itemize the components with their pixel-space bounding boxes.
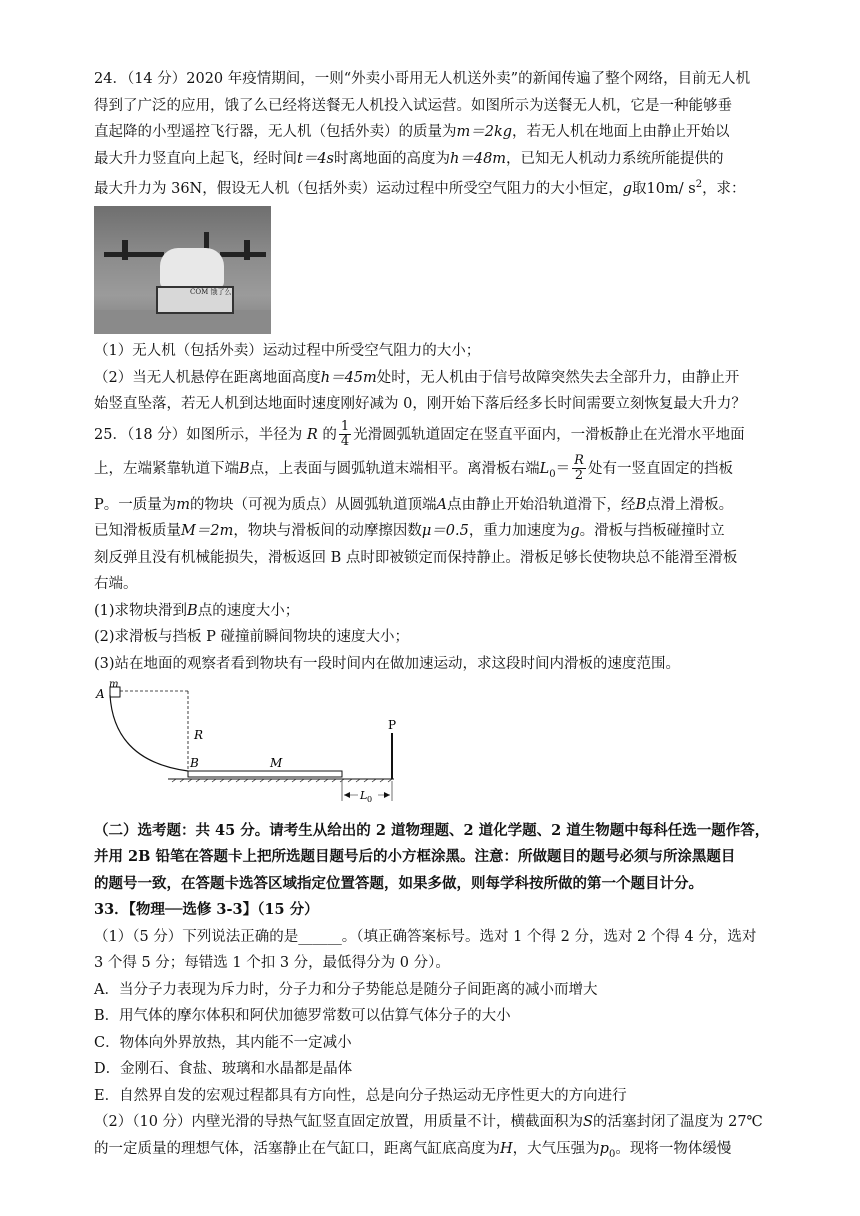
quarter-arc <box>110 695 188 771</box>
elective-instructions: 的题号一致，在答题卡选答区域指定位置答题，如果多做，则每学科按所做的第一个题目计分。 <box>94 874 703 892</box>
label-r: R <box>194 728 204 743</box>
label-m: m <box>109 681 119 691</box>
label-l-sub: 0 <box>367 795 373 805</box>
q25-line: 已知滑板质量M＝2m，物块与滑板间的动摩擦因数μ＝0.5，重力加速度为g。滑板与挡板碰撞时立 <box>94 523 725 540</box>
q25-line: 上，左端紧靠轨道下端B点，上表面与圆弧轨道末端相平。离滑板右端$L_0=$ $\frac{R}{2}$ 处有一竖直固定的挡板 <box>94 453 733 484</box>
q24-sub2: （2）当无人机悬停在距离地面高度h＝45m处时，无人机由于信号故障突然失去全部升力，由静止开 <box>94 369 740 386</box>
q33-part2: 的一定质量的理想气体，活塞静止在气缸口，距离气缸底高度为H，大气压强为$p_0$。现将一物体缓慢 <box>94 1140 732 1160</box>
q33-title: 33．【物理──选修 3-3】（15 分） <box>94 901 319 919</box>
q33-part2: （2）（10 分）内壁光滑的导热气缸竖直固定放置，用质量不计，横截面积为S的活塞封闭了温度为 27℃ <box>94 1114 763 1131</box>
exam-page <box>94 66 770 1168</box>
q24-line: 最大升力为 36N，假设无人机（包括外卖）运动过程中所受空气阻力的大小恒定，g取10m/ $s^2$，求： <box>94 179 746 197</box>
q33-option-a: A．当分子力表现为斥力时，分子力和分子势能总是随分子间距离的减小而增大 <box>94 981 598 998</box>
drone-photo-label: COM 饿了么 <box>190 288 232 297</box>
q24-sub1: （1）无人机（包括外卖）运动过程中所受空气阻力的大小； <box>94 343 481 360</box>
drone-photo <box>94 206 271 334</box>
elective-instructions: 并用 2B 铅笔在答题卡上把所选题目题号后的小方框涂黑。注意：所做题目的题号必须与所涂黑题目 <box>94 848 736 866</box>
q24-line: 直起降的小型遥控飞行器，无人机（包括外卖）的质量为m＝2kg，若无人机在地面上由静止开始以 <box>94 124 730 140</box>
q33-part1: 3 个得 5 分；每错选 1 个扣 3 分，最低得分为 0 分）。 <box>94 955 450 972</box>
track-diagram <box>94 681 414 806</box>
label-p: P <box>388 718 397 733</box>
q33-option-d: D．金刚石、食盐、玻璃和水晶都是晶体 <box>94 1061 353 1078</box>
q25-line: 刻反弹且没有机械能损失，滑板返回 B 点时即被锁定而保持静止。滑板足够长使物块总不能滑至滑板 <box>94 549 738 566</box>
label-l: L <box>360 789 368 803</box>
q25-line: 25．（18 分）如图所示，半径为 R 的 $\frac{1}{4}$ 光滑圆弧轨道固定在竖直平面内，一滑板静止在光滑水平地面 <box>94 419 745 450</box>
q24-line: 最大升力竖直向上起飞，经时间t＝4s时离地面的高度为h＝48m，已知无人机动力系统所能提供的 <box>94 150 724 167</box>
q33-option-b: B．用气体的摩尔体积和阿伏加德罗常数可以估算气体分子的大小 <box>94 1008 511 1025</box>
fraction-quarter: $\frac{1}{4}$ <box>340 419 350 450</box>
q33-option-e: E．自然界自发的宏观过程都具有方向性，总是向分子热运动无序性更大的方向进行 <box>94 1087 627 1104</box>
q25-line: 右端。 <box>94 576 138 593</box>
q25-line: P。一质量为m的物块（可视为质点）从圆弧轨道顶端A点由静止开始沿轨道滑下，经B点滑上滑板。 <box>94 496 734 513</box>
q25-sub1: (1)求物块滑到B点的速度大小； <box>94 602 300 619</box>
elective-instructions: （二）选考题：共 45 分。请考生从给出的 2 道物理题、2 道化学题、2 道生物题中每科任选一题作答， <box>94 821 770 839</box>
q33-part1: （1）（5 分）下列说法正确的是______。（填正确答案标号。选对 1 个得 2 分，选对 2 个得 4 分，选对 <box>94 928 757 945</box>
fraction-r-half: $\frac{R}{2}$ <box>574 453 584 484</box>
label-b: B <box>190 756 199 771</box>
label-board-m: M <box>270 756 283 771</box>
q24-sub2-cont: 始竖直坠落，若无人机到达地面时速度刚好减为 0，刚开始下落后经多长时间需要立刻恢复最大升力？ <box>94 396 746 413</box>
q24-line: 24．（14 分）2020 年疫情期间，一则“外卖小哥用无人机送外卖”的新闻传遍了整个网络，目前无人机 <box>94 71 751 87</box>
q25-sub2: (2)求滑板与挡板 P 碰撞前瞬间物块的速度大小； <box>94 629 410 646</box>
q24-line: 得到了广泛的应用，饿了么已经将送餐无人机投入试运营。如图所示为送餐无人机，它是一种能够垂 <box>94 97 732 114</box>
board-m <box>188 771 342 777</box>
q33-option-c: C．物体向外界放热，其内能不一定减小 <box>94 1034 352 1051</box>
label-a: A <box>96 687 105 702</box>
q25-sub3: (3)站在地面的观察者看到物块有一段时间内在做加速运动，求这段时间内滑板的速度范围。 <box>94 655 681 672</box>
